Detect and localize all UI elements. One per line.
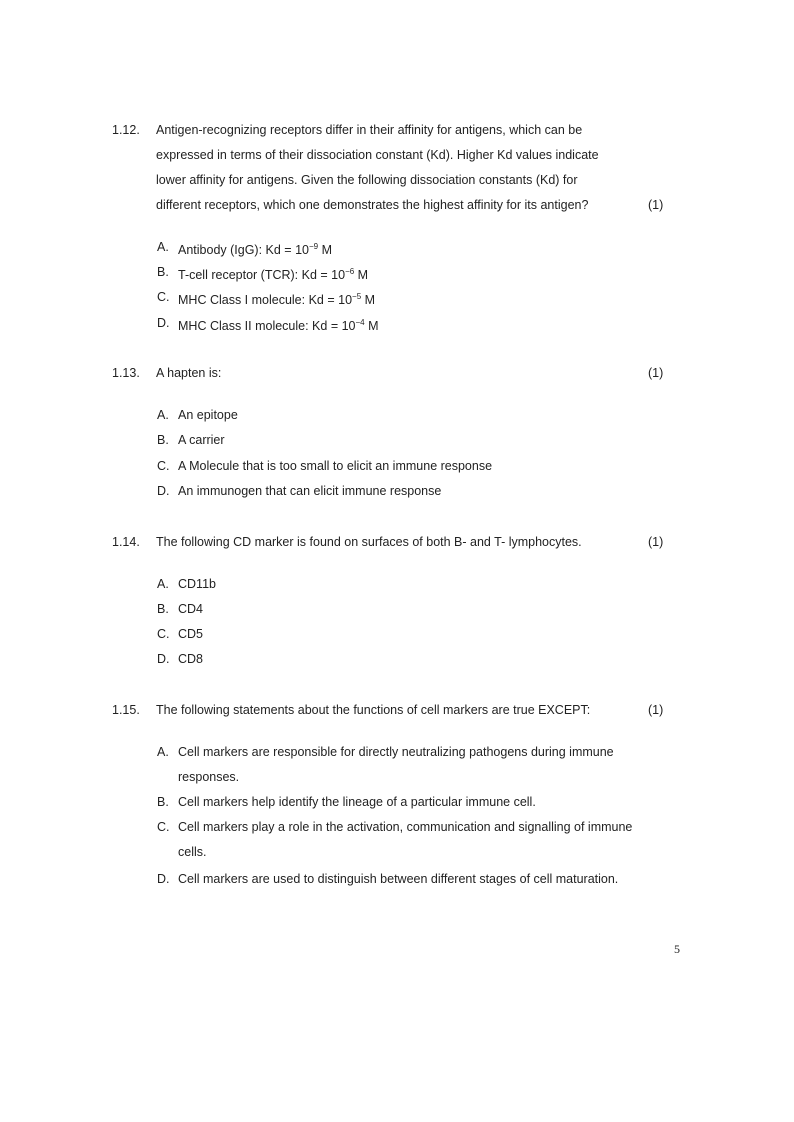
option-text-main: A Molecule that is too small to elicit an immune response (178, 459, 493, 473)
option-letter: C. (157, 459, 170, 473)
option-letter: A. (157, 408, 169, 422)
exponent: −9 (308, 242, 319, 251)
mark-allocation: (1) (648, 198, 664, 212)
option-letter: D. (157, 484, 170, 498)
unit: M (364, 319, 379, 333)
option-text-continued: cells. (178, 845, 207, 859)
option-text (178, 289, 375, 308)
exponent: −6 (345, 267, 355, 276)
exponent: −5 (352, 292, 362, 301)
question-text: The following CD marker is found on surfaces of both B- and T- lymphocytes. (156, 535, 582, 549)
option-text-main: Cell markers are responsible for directly neutralizing pathogens during immune (178, 745, 614, 759)
option-text (178, 871, 618, 887)
option-text-main: Cell markers are used to distinguish between different stages of cell maturation. (178, 872, 619, 886)
option-text (178, 651, 203, 667)
option-text-main: MHC Class II molecule: Kd = 10 (178, 319, 356, 333)
option-text (178, 601, 203, 617)
option-text (178, 576, 216, 592)
question-number: 1.15. (112, 703, 140, 717)
question-text: A hapten is: (156, 366, 222, 380)
option-text-main: MHC Class I molecule: Kd = 10 (178, 293, 353, 307)
option-letter: A. (157, 240, 169, 254)
option-text-main: An epitope (178, 408, 238, 422)
option-letter: B. (157, 265, 169, 279)
option-text (178, 239, 332, 258)
exponent: −4 (355, 318, 365, 327)
question-number: 1.13. (112, 366, 140, 380)
option-text-main: CD4 (178, 602, 204, 616)
option-text (178, 407, 238, 423)
option-letter: B. (157, 602, 169, 616)
option-text (178, 264, 368, 283)
option-letter: C. (157, 290, 170, 304)
option-letter: D. (157, 872, 170, 886)
unit: M (361, 293, 376, 307)
option-text-main: Antibody (IgG): Kd = 10 (178, 243, 309, 257)
unit: M (354, 268, 369, 282)
question-text: The following statements about the functions of cell markers are true EXCEPT: (156, 703, 591, 717)
option-text (178, 744, 614, 760)
mark-allocation: (1) (648, 535, 664, 549)
option-letter: D. (157, 652, 170, 666)
option-text (178, 432, 225, 448)
option-text-main: Cell markers play a role in the activation, communication and signalling of immune (178, 820, 633, 834)
option-text (178, 626, 203, 642)
question-text: different receptors, which one demonstrates the highest affinity for its antigen? (156, 198, 589, 212)
option-letter: A. (157, 577, 169, 591)
mark-allocation: (1) (648, 366, 664, 380)
option-text-main: An immunogen that can elicit immune response (178, 484, 442, 498)
page-number: 5 (674, 942, 680, 956)
option-text-main: Cell markers help identify the lineage of a particular immune cell. (178, 795, 536, 809)
option-letter: B. (157, 795, 169, 809)
question-number: 1.12. (112, 123, 140, 137)
option-text (178, 315, 379, 334)
option-letter: B. (157, 433, 169, 447)
option-letter: A. (157, 745, 169, 759)
option-text-main: CD11b (178, 577, 216, 591)
option-text-main: CD8 (178, 652, 204, 666)
option-text (178, 819, 632, 835)
option-text-main: A carrier (178, 433, 225, 447)
option-letter: D. (157, 316, 170, 330)
unit: M (318, 243, 332, 257)
option-text-main: CD5 (178, 627, 204, 641)
option-letter: C. (157, 627, 170, 641)
option-text (178, 794, 536, 810)
option-letter: C. (157, 820, 170, 834)
question-text: expressed in terms of their dissociation constant (Kd). Higher Kd values indicate (156, 148, 599, 162)
option-text-main: T-cell receptor (TCR): Kd = 10 (178, 268, 346, 282)
question-text: Antigen-recognizing receptors differ in their affinity for antigens, which can be (156, 123, 583, 137)
mark-allocation: (1) (648, 703, 664, 717)
question-number: 1.14. (112, 535, 140, 549)
option-text (178, 483, 441, 499)
question-text: lower affinity for antigens. Given the following dissociation constants (Kd) for (156, 173, 578, 187)
option-text-continued: responses. (178, 770, 240, 784)
option-text (178, 458, 492, 474)
